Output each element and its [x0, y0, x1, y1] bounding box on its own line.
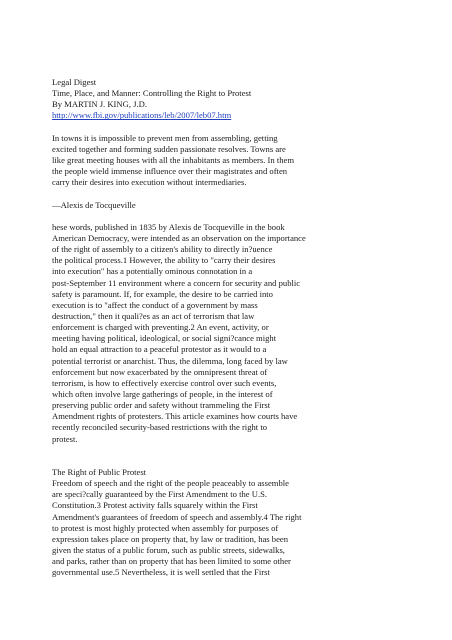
epigraph-line: like great meeting houses with all the inhabitants as members. In them: [52, 154, 294, 165]
epigraph-line: the people wield immense influence over their magistrates and often: [52, 166, 288, 177]
paragraph-line: American Democracy, were intended as an observation on the importance: [52, 232, 306, 243]
paragraph-line: Constitution.3 Protest activity falls squarely within the First: [52, 500, 258, 511]
spacer: [52, 445, 397, 467]
epigraph-line: carry their desires into execution without intermediaries.: [52, 177, 247, 188]
paragraph-line: preserving public order and safety without trammeling the First: [52, 400, 271, 411]
paragraph-line: the political process.1 However, the ability to "carry their desires: [52, 255, 276, 266]
paragraph-line: which often involve large gatherings of people, in the interest of: [52, 388, 273, 399]
epigraph-attribution: —Alexis de Tocqueville: [52, 199, 136, 210]
paragraph-line: Freedom of speech and the right of the people peaceably to assemble: [52, 478, 289, 489]
source-link[interactable]: http://www.fbi.gov/publications/leb/2007/leb07.htm: [52, 110, 232, 121]
intro-paragraph: [52, 222, 397, 445]
digest-title: Legal Digest: [52, 77, 97, 87]
section-paragraph: [52, 478, 397, 578]
paragraph-line: post-September 11 environment where a concern for security and public: [52, 277, 301, 288]
byline: By MARTIN J. KING, J.D.: [52, 99, 147, 110]
article-title: Time, Place, and Manner: Controlling the Right to Protest: [52, 88, 252, 99]
epigraph-line: In towns it is impossible to prevent men from assembling, getting: [52, 132, 278, 143]
paragraph-line: are speci?cally guaranteed by the First Amendment to the U.S.: [52, 489, 268, 500]
paragraph-line: destruction," then it quali?es as an act of terrorism that law: [52, 310, 255, 321]
paragraph-line: and parks, rather than on property that has been limited to some other: [52, 556, 291, 567]
paragraph-line: Amendment's guarantees of freedom of speech and assembly.4 The right: [52, 511, 302, 522]
document-body: [52, 77, 397, 578]
section-heading: The Right of Public Protest: [52, 466, 147, 477]
spacer: [52, 188, 397, 199]
paragraph-line: hese words, published in 1835 by Alexis de Tocqueville in the book: [52, 221, 285, 232]
paragraph-line: protest.: [52, 433, 78, 444]
paragraph-line: meeting having political, ideological, or social signi?cance might: [52, 333, 277, 344]
epigraph: [52, 133, 397, 189]
spacer: [52, 211, 397, 222]
paragraph-line: into execution" has a potentially ominous connotation in a: [52, 266, 253, 277]
source-link-line: [52, 110, 397, 121]
paragraph-line: governmental use.5 Nevertheless, it is well settled that the First: [52, 567, 270, 578]
paragraph-line: execution is to "affect the conduct of a government by mass: [52, 299, 258, 310]
paragraph-line: given the status of a public forum, such as public streets, sidewalks,: [52, 544, 285, 555]
paragraph-line: enforcement but now exacerbated by the omnipresent threat of: [52, 366, 268, 377]
paragraph-line: Amendment rights of protesters. This article examines how courts have: [52, 411, 298, 422]
paragraph-line: of the right of assembly to a citizen's ability to directly in?uence: [52, 244, 273, 255]
paragraph-line: hold an equal attraction to a peaceful protestor as it would to a: [52, 344, 267, 355]
paragraph-line: recently reconciled security-based restrictions with the right to: [52, 422, 268, 433]
paragraph-line: terrorism, is how to effectively exercise control over such events,: [52, 377, 277, 388]
paragraph-line: safety is paramount. If, for example, the desire to be carried into: [52, 288, 273, 299]
spacer: [52, 122, 397, 133]
paragraph-line: enforcement is charged with preventing.2 An event, activity, or: [52, 322, 269, 333]
epigraph-line: excited together and forming sudden passionate resolves. Towns are: [52, 143, 286, 154]
paragraph-line: expression takes place on property that, by law or tradition, has been: [52, 533, 289, 544]
paragraph-line: to protest is most highly protected when assembly for purposes of: [52, 522, 279, 533]
paragraph-line: potential terrorist or anarchist. Thus, the dilemma, long faced by law: [52, 355, 288, 366]
